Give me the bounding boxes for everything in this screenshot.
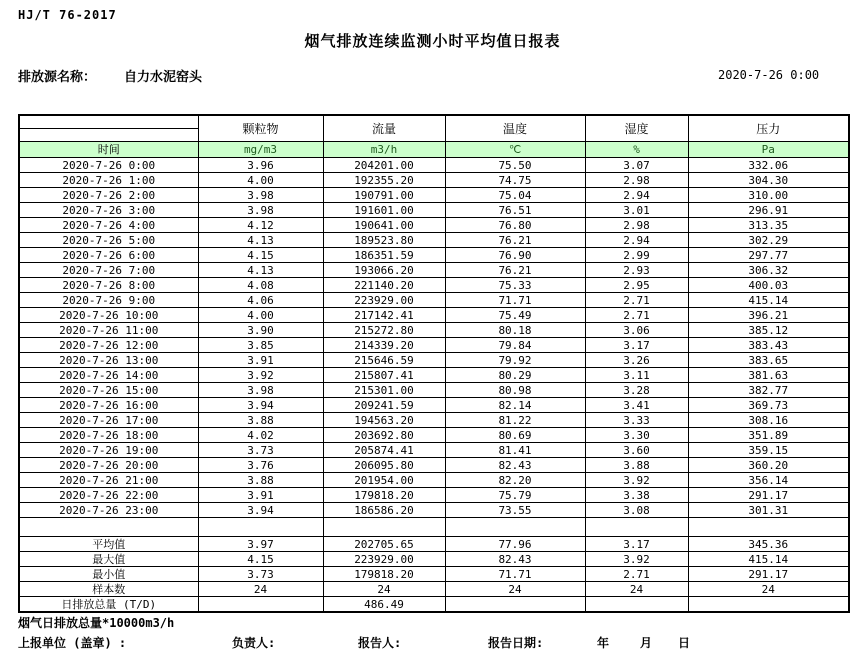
value-cell: 186586.20 — [323, 503, 445, 518]
table-row — [19, 458, 849, 473]
unit-cell-particulate: mg/m3 — [198, 142, 323, 158]
value-cell: 3.98 — [198, 383, 323, 398]
value-cell: 486.49 — [323, 597, 445, 613]
value-cell: 24 — [445, 582, 585, 597]
value-cell: 415.14 — [688, 293, 849, 308]
report-datetime: 2020-7-26 0:00 — [718, 68, 820, 82]
header-empty-cell-top — [19, 115, 198, 129]
value-cell: 3.98 — [198, 188, 323, 203]
value-cell: 2.71 — [585, 308, 688, 323]
header-empty-cell-bottom — [19, 129, 198, 142]
time-cell: 2020-7-26 13:00 — [19, 353, 198, 368]
value-cell: 3.94 — [198, 503, 323, 518]
table-row — [19, 278, 849, 293]
value-cell: 2.94 — [585, 188, 688, 203]
value-cell: 3.92 — [198, 368, 323, 383]
spacer-cell — [198, 518, 323, 537]
value-cell: 215301.00 — [323, 383, 445, 398]
value-cell: 3.98 — [198, 203, 323, 218]
value-cell: 382.77 — [688, 383, 849, 398]
value-cell: 4.12 — [198, 218, 323, 233]
time-cell: 2020-7-26 0:00 — [19, 158, 198, 173]
time-cell: 2020-7-26 23:00 — [19, 503, 198, 518]
time-cell: 2020-7-26 5:00 — [19, 233, 198, 248]
value-cell: 82.43 — [445, 458, 585, 473]
table-row — [19, 248, 849, 263]
value-cell: 24 — [688, 582, 849, 597]
report-unit-label: 上报单位 (盖章) : — [18, 636, 127, 650]
table-row — [19, 428, 849, 443]
value-cell: 186351.59 — [323, 248, 445, 263]
time-cell: 2020-7-26 18:00 — [19, 428, 198, 443]
time-cell: 2020-7-26 7:00 — [19, 263, 198, 278]
table-row — [19, 203, 849, 218]
table-row — [19, 338, 849, 353]
value-cell: 79.92 — [445, 353, 585, 368]
spacer-cell — [585, 518, 688, 537]
summary-label-cell: 最小值 — [19, 567, 198, 582]
value-cell: 308.16 — [688, 413, 849, 428]
table-row — [19, 473, 849, 488]
value-cell: 76.80 — [445, 218, 585, 233]
value-cell: 297.77 — [688, 248, 849, 263]
summary-label-cell: 平均值 — [19, 537, 198, 552]
value-cell: 71.71 — [445, 293, 585, 308]
standard-number: HJ/T 76-2017 — [18, 8, 117, 22]
time-cell: 2020-7-26 4:00 — [19, 218, 198, 233]
time-cell: 2020-7-26 1:00 — [19, 173, 198, 188]
value-cell: 351.89 — [688, 428, 849, 443]
value-cell: 24 — [198, 582, 323, 597]
time-cell: 2020-7-26 14:00 — [19, 368, 198, 383]
value-cell: 4.13 — [198, 263, 323, 278]
value-cell: 4.15 — [198, 248, 323, 263]
value-cell: 80.18 — [445, 323, 585, 338]
value-cell: 206095.80 — [323, 458, 445, 473]
value-cell: 3.07 — [585, 158, 688, 173]
spacer-row — [19, 518, 849, 537]
report-date-label: 报告日期: — [488, 636, 544, 650]
value-cell — [445, 597, 585, 613]
value-cell: 383.43 — [688, 338, 849, 353]
value-cell: 81.41 — [445, 443, 585, 458]
table-row — [19, 173, 849, 188]
column-header-temperature: 温度 — [445, 115, 585, 142]
value-cell: 75.79 — [445, 488, 585, 503]
source-name-label: 排放源名称： — [18, 70, 97, 85]
value-cell: 3.88 — [198, 473, 323, 488]
value-cell: 3.17 — [585, 338, 688, 353]
value-cell: 76.21 — [445, 233, 585, 248]
value-cell: 192355.20 — [323, 173, 445, 188]
value-cell: 2.98 — [585, 173, 688, 188]
value-cell: 3.76 — [198, 458, 323, 473]
table-row — [19, 413, 849, 428]
month-label: 月 — [640, 636, 653, 650]
value-cell: 191601.00 — [323, 203, 445, 218]
value-cell: 3.06 — [585, 323, 688, 338]
value-cell: 3.33 — [585, 413, 688, 428]
table-row — [19, 488, 849, 503]
value-cell: 209241.59 — [323, 398, 445, 413]
value-cell: 359.15 — [688, 443, 849, 458]
spacer-cell — [688, 518, 849, 537]
value-cell: 310.00 — [688, 188, 849, 203]
value-cell: 204201.00 — [323, 158, 445, 173]
summary-row — [19, 582, 849, 597]
value-cell: 4.02 — [198, 428, 323, 443]
value-cell: 3.30 — [585, 428, 688, 443]
value-cell: 356.14 — [688, 473, 849, 488]
value-cell: 4.00 — [198, 308, 323, 323]
value-cell: 291.17 — [688, 567, 849, 582]
summary-label-cell: 最大值 — [19, 552, 198, 567]
value-cell: 3.01 — [585, 203, 688, 218]
value-cell: 223929.00 — [323, 293, 445, 308]
value-cell: 400.03 — [688, 278, 849, 293]
time-cell: 2020-7-26 12:00 — [19, 338, 198, 353]
value-cell: 82.14 — [445, 398, 585, 413]
value-cell: 80.69 — [445, 428, 585, 443]
value-cell: 74.75 — [445, 173, 585, 188]
units-row — [19, 142, 849, 158]
value-cell: 296.91 — [688, 203, 849, 218]
value-cell: 3.91 — [198, 353, 323, 368]
value-cell: 3.92 — [585, 473, 688, 488]
value-cell: 383.65 — [688, 353, 849, 368]
value-cell: 360.20 — [688, 458, 849, 473]
time-cell: 2020-7-26 15:00 — [19, 383, 198, 398]
value-cell: 221140.20 — [323, 278, 445, 293]
time-cell: 2020-7-26 9:00 — [19, 293, 198, 308]
table-row — [19, 308, 849, 323]
time-cell: 2020-7-26 3:00 — [19, 203, 198, 218]
column-header-humidity: 湿度 — [585, 115, 688, 142]
table-row — [19, 443, 849, 458]
time-cell: 2020-7-26 20:00 — [19, 458, 198, 473]
value-cell: 75.04 — [445, 188, 585, 203]
value-cell: 3.17 — [585, 537, 688, 552]
column-header-particulate: 颗粒物 — [198, 115, 323, 142]
value-cell: 3.41 — [585, 398, 688, 413]
value-cell: 190791.00 — [323, 188, 445, 203]
value-cell: 4.08 — [198, 278, 323, 293]
table-row — [19, 158, 849, 173]
value-cell: 189523.80 — [323, 233, 445, 248]
value-cell: 3.91 — [198, 488, 323, 503]
value-cell: 217142.41 — [323, 308, 445, 323]
value-cell: 381.63 — [688, 368, 849, 383]
table-row — [19, 353, 849, 368]
table-row — [19, 323, 849, 338]
value-cell: 3.97 — [198, 537, 323, 552]
value-cell: 3.94 — [198, 398, 323, 413]
unit-cell-temperature: ℃ — [445, 142, 585, 158]
table-row — [19, 398, 849, 413]
time-cell: 2020-7-26 17:00 — [19, 413, 198, 428]
value-cell: 193066.20 — [323, 263, 445, 278]
table-row — [19, 233, 849, 248]
unit-cell-pressure: Pa — [688, 142, 849, 158]
time-cell: 2020-7-26 11:00 — [19, 323, 198, 338]
value-cell: 77.96 — [445, 537, 585, 552]
value-cell: 304.30 — [688, 173, 849, 188]
column-header-pressure: 压力 — [688, 115, 849, 142]
value-cell: 75.33 — [445, 278, 585, 293]
value-cell: 4.00 — [198, 173, 323, 188]
value-cell: 332.06 — [688, 158, 849, 173]
value-cell — [198, 597, 323, 613]
value-cell: 76.51 — [445, 203, 585, 218]
value-cell: 215807.41 — [323, 368, 445, 383]
summary-label-cell: 样本数 — [19, 582, 198, 597]
value-cell: 3.28 — [585, 383, 688, 398]
value-cell: 75.50 — [445, 158, 585, 173]
value-cell: 214339.20 — [323, 338, 445, 353]
unit-cell-humidity: % — [585, 142, 688, 158]
value-cell: 81.22 — [445, 413, 585, 428]
table-row — [19, 383, 849, 398]
value-cell: 76.21 — [445, 263, 585, 278]
day-label: 日 — [678, 636, 691, 650]
table-row — [19, 293, 849, 308]
monitoring-table — [18, 114, 850, 613]
value-cell: 2.98 — [585, 218, 688, 233]
year-label: 年 — [597, 636, 610, 650]
value-cell: 4.06 — [198, 293, 323, 308]
time-cell: 2020-7-26 2:00 — [19, 188, 198, 203]
value-cell: 80.29 — [445, 368, 585, 383]
value-cell: 302.29 — [688, 233, 849, 248]
value-cell: 291.17 — [688, 488, 849, 503]
value-cell: 3.26 — [585, 353, 688, 368]
value-cell: 75.49 — [445, 308, 585, 323]
time-cell: 2020-7-26 19:00 — [19, 443, 198, 458]
source-name-value: 自力水泥窑头 — [124, 70, 203, 85]
value-cell: 3.73 — [198, 443, 323, 458]
value-cell: 201954.00 — [323, 473, 445, 488]
header-row-1 — [19, 115, 849, 129]
value-cell: 306.32 — [688, 263, 849, 278]
value-cell: 79.84 — [445, 338, 585, 353]
value-cell: 3.60 — [585, 443, 688, 458]
time-cell: 2020-7-26 22:00 — [19, 488, 198, 503]
summary-row — [19, 537, 849, 552]
table-row — [19, 503, 849, 518]
summary-row — [19, 597, 849, 613]
value-cell: 82.20 — [445, 473, 585, 488]
value-cell: 202705.65 — [323, 537, 445, 552]
value-cell: 223929.00 — [323, 552, 445, 567]
time-cell: 2020-7-26 6:00 — [19, 248, 198, 263]
page-title: 烟气排放连续监测小时平均值日报表 — [304, 32, 561, 50]
value-cell: 194563.20 — [323, 413, 445, 428]
time-cell: 2020-7-26 16:00 — [19, 398, 198, 413]
value-cell: 179818.20 — [323, 567, 445, 582]
responsible-person-label: 负责人: — [232, 636, 276, 650]
value-cell — [585, 597, 688, 613]
spacer-cell — [445, 518, 585, 537]
summary-rows — [19, 537, 849, 613]
value-cell: 215646.59 — [323, 353, 445, 368]
value-cell: 3.11 — [585, 368, 688, 383]
value-cell: 82.43 — [445, 552, 585, 567]
value-cell: 4.13 — [198, 233, 323, 248]
value-cell: 345.36 — [688, 537, 849, 552]
source-row — [18, 66, 202, 85]
value-cell: 3.73 — [198, 567, 323, 582]
summary-row — [19, 567, 849, 582]
hourly-rows — [19, 158, 849, 518]
value-cell: 3.88 — [198, 413, 323, 428]
value-cell: 2.99 — [585, 248, 688, 263]
value-cell: 73.55 — [445, 503, 585, 518]
value-cell: 2.94 — [585, 233, 688, 248]
table-row — [19, 188, 849, 203]
value-cell — [688, 597, 849, 613]
table-header-section — [19, 115, 849, 158]
summary-row — [19, 552, 849, 567]
summary-label-cell: 日排放总量 (T/D) — [19, 597, 198, 613]
value-cell: 179818.20 — [323, 488, 445, 503]
value-cell: 3.08 — [585, 503, 688, 518]
reporter-label: 报告人: — [358, 636, 402, 650]
value-cell: 203692.80 — [323, 428, 445, 443]
signature-line — [0, 634, 865, 652]
value-cell: 3.85 — [198, 338, 323, 353]
value-cell: 2.95 — [585, 278, 688, 293]
value-cell: 4.15 — [198, 552, 323, 567]
unit-cell-flow: m3/h — [323, 142, 445, 158]
value-cell: 3.90 — [198, 323, 323, 338]
value-cell: 369.73 — [688, 398, 849, 413]
value-cell: 190641.00 — [323, 218, 445, 233]
column-header-flow: 流量 — [323, 115, 445, 142]
value-cell: 396.21 — [688, 308, 849, 323]
value-cell: 2.71 — [585, 293, 688, 308]
time-cell: 2020-7-26 10:00 — [19, 308, 198, 323]
value-cell: 385.12 — [688, 323, 849, 338]
value-cell: 3.38 — [585, 488, 688, 503]
value-cell: 313.35 — [688, 218, 849, 233]
value-cell: 71.71 — [445, 567, 585, 582]
footer-note: 烟气日排放总量*10000m3/h — [18, 616, 175, 630]
value-cell: 205874.41 — [323, 443, 445, 458]
time-cell: 2020-7-26 8:00 — [19, 278, 198, 293]
value-cell: 3.96 — [198, 158, 323, 173]
spacer-cell — [323, 518, 445, 537]
value-cell: 215272.80 — [323, 323, 445, 338]
value-cell: 80.98 — [445, 383, 585, 398]
summary-section — [19, 518, 849, 537]
value-cell: 415.14 — [688, 552, 849, 567]
value-cell: 3.88 — [585, 458, 688, 473]
value-cell: 2.93 — [585, 263, 688, 278]
value-cell: 76.90 — [445, 248, 585, 263]
value-cell: 3.92 — [585, 552, 688, 567]
time-header-cell: 时间 — [19, 142, 198, 158]
table-row — [19, 368, 849, 383]
value-cell: 24 — [585, 582, 688, 597]
value-cell: 24 — [323, 582, 445, 597]
value-cell: 301.31 — [688, 503, 849, 518]
value-cell: 2.71 — [585, 567, 688, 582]
time-cell: 2020-7-26 21:00 — [19, 473, 198, 488]
table-row — [19, 263, 849, 278]
spacer-cell — [19, 518, 198, 537]
table-row — [19, 218, 849, 233]
